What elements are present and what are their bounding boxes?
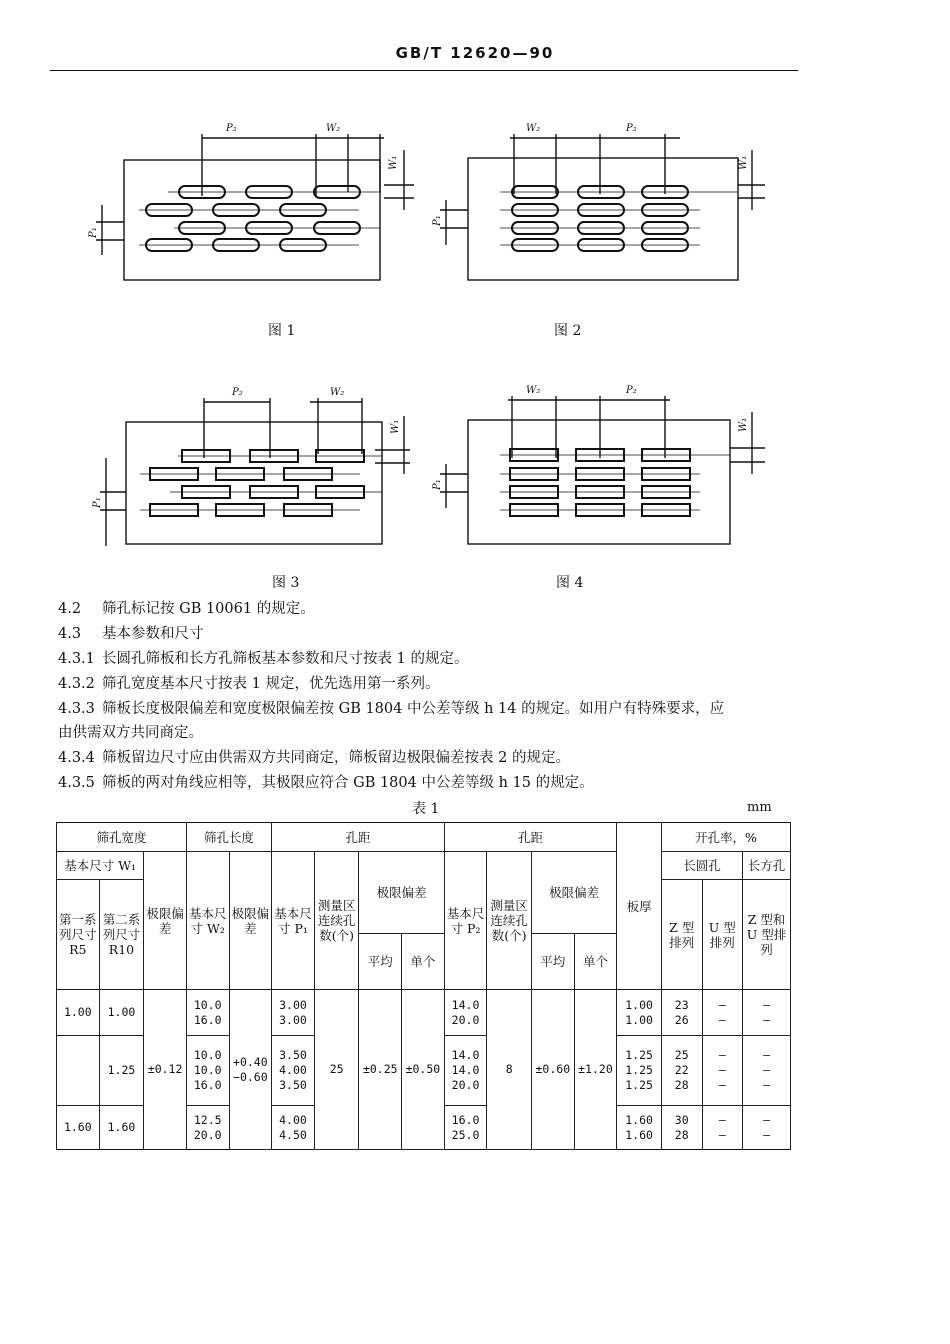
clause-4-3-1 (58, 647, 803, 671)
th-w-tol: 极限偏差 (144, 852, 187, 990)
cell-series1 (57, 1036, 100, 1106)
th-series2: 第二系列尺寸 R10 (99, 880, 144, 990)
clause-4-3-4 (58, 746, 803, 770)
cell-z: 25 22 28 (661, 1036, 702, 1106)
clause-num: 4.3.3 (58, 701, 95, 717)
cell-single1: ±0.50 (402, 990, 445, 1150)
cell-rect: — — — (743, 1036, 791, 1106)
fig1-p1-label: P₁ (88, 227, 99, 238)
cell-p2: 14.0 14.0 20.0 (444, 1036, 487, 1106)
th-avg1: 平均 (359, 934, 402, 990)
fig2-w2-label: W₂ (526, 123, 541, 134)
th-zu: Z 型和 U 型排列 (743, 880, 791, 990)
clause-text: 筛板长度极限偏差和宽度极限偏差按 GB 1804 中公差等级 h 14 的规定。如用户有特殊要求，应 (102, 701, 725, 717)
clause-text: 筛孔标记按 GB 10061 的规定。 (102, 601, 315, 617)
cell-avg1: ±0.25 (359, 990, 402, 1150)
cell-p1: 4.00 4.50 (272, 1106, 315, 1150)
th-single1: 单个 (402, 934, 445, 990)
th-base-w2: 基本尺寸 W₂ (186, 852, 229, 990)
figure-3-diagram (90, 378, 420, 558)
cell-u: — — (702, 990, 743, 1036)
fig2-p1-label: P₁ (432, 215, 443, 226)
clause-num: 4.3.1 (58, 651, 95, 667)
th-measure1: 测量区连续孔数(个) (314, 852, 359, 990)
cell-thickness: 1.00 1.00 (617, 990, 662, 1036)
th-l-tol: 极限偏差 (229, 852, 272, 990)
clause-4-3-2 (58, 672, 803, 696)
th-length-group: 筛孔长度 (186, 823, 271, 852)
fig4-p2-label: P₂ (626, 385, 637, 396)
fig3-w1-label: W₁ (390, 419, 401, 434)
fig1-p2-label: P₂ (226, 123, 237, 134)
cell-p1: 3.50 4.00 3.50 (272, 1036, 315, 1106)
th-avg2: 平均 (532, 934, 575, 990)
clause-text: 筛板的两对角线应相等，其极限应符合 GB 1804 中公差等级 h 15 的规定。 (102, 775, 594, 791)
th-p2-tol: 极限偏差 (532, 852, 617, 934)
fig2-p2-label: P₂ (626, 123, 637, 134)
cell-series2: 1.60 (99, 1106, 144, 1150)
th-pitch2-group: 孔距 (444, 823, 617, 852)
cell-avg2: ±0.60 (532, 990, 575, 1150)
clause-num: 4.3.2 (58, 676, 95, 692)
page-header: GB/T 12620—90 (395, 44, 555, 62)
cell-series1: 1.00 (57, 990, 100, 1036)
clause-4-3-3 (58, 697, 803, 721)
fig1-w1-label: W₁ (388, 155, 399, 170)
th-width-group: 筛孔宽度 (57, 823, 187, 852)
cell-p2: 14.0 20.0 (444, 990, 487, 1036)
th-base-p2: 基本尺寸 P₂ (444, 852, 487, 990)
fig4-w2-label: W₂ (526, 385, 541, 396)
table-row (57, 990, 791, 1036)
clause-num: 4.3.5 (58, 775, 95, 791)
figure-2-diagram (430, 110, 770, 290)
cell-w2: 12.5 20.0 (186, 1106, 229, 1150)
cell-single2: ±1.20 (574, 990, 617, 1150)
table-unit: mm (747, 800, 772, 815)
cell-l-tol: +0.40 −0.60 (229, 990, 272, 1150)
fig4-p1-label: P₁ (432, 479, 443, 490)
cell-z: 23 26 (661, 990, 702, 1036)
clause-num: 4.3.4 (58, 750, 95, 766)
cell-rect: — — (743, 1106, 791, 1150)
th-pitch1-group: 孔距 (272, 823, 445, 852)
clause-4-3-5 (58, 771, 803, 795)
clause-text: 基本参数和尺寸 (102, 626, 204, 642)
cell-w2: 10.0 16.0 (186, 990, 229, 1036)
figure-3-caption: 图 3 (272, 575, 300, 591)
cell-thickness: 1.25 1.25 1.25 (617, 1036, 662, 1106)
cell-rect: — — (743, 990, 791, 1036)
th-base-p1: 基本尺寸 P₁ (272, 852, 315, 990)
cell-measure1: 25 (314, 990, 359, 1150)
figure-2-caption: 图 2 (554, 323, 582, 339)
cell-p1: 3.00 3.00 (272, 990, 315, 1036)
th-u: U 型排列 (702, 880, 743, 990)
th-series1: 第一系列尺寸 R5 (57, 880, 100, 990)
figure-4-caption: 图 4 (556, 575, 584, 591)
parameter-table (56, 822, 791, 1150)
fig3-p2-label: P₂ (232, 387, 243, 398)
th-p1-tol: 极限偏差 (359, 852, 444, 934)
figure-1-caption: 图 1 (268, 323, 296, 339)
cell-u: — — (702, 1106, 743, 1150)
clause-text: 筛板留边尺寸应由供需双方共同商定，筛板留边极限偏差按表 2 的规定。 (102, 750, 570, 766)
fig3-w2-label: W₂ (330, 387, 345, 398)
th-thickness: 板厚 (617, 823, 662, 990)
figure-1-diagram (84, 110, 414, 290)
clause-4-2 (58, 597, 803, 621)
cell-w2: 10.0 10.0 16.0 (186, 1036, 229, 1106)
cell-z: 30 28 (661, 1106, 702, 1150)
cell-measure2: 8 (487, 990, 532, 1150)
fig4-w1-label: W₁ (738, 417, 749, 432)
clause-4-3-3-continued: 由供需双方共同商定。 (58, 725, 203, 741)
clause-text: 长圆孔筛板和长方孔筛板基本参数和尺寸按表 1 的规定。 (102, 651, 469, 667)
fig1-w2-label: W₂ (326, 123, 341, 134)
table-caption: 表 1 (412, 801, 440, 817)
clause-num: 4.3 (58, 626, 82, 642)
th-oblong: 长圆孔 (661, 852, 742, 880)
th-rect: 长方孔 (743, 852, 791, 880)
clause-text: 筛孔宽度基本尺寸按表 1 规定，优先选用第一系列。 (102, 676, 440, 692)
cell-p2: 16.0 25.0 (444, 1106, 487, 1150)
cell-series1: 1.60 (57, 1106, 100, 1150)
clause-num: 4.2 (58, 601, 82, 617)
fig3-p1-label: P₁ (92, 497, 103, 508)
cell-series2: 1.25 (99, 1036, 144, 1106)
figure-4-diagram (430, 378, 770, 558)
th-measure2: 测量区连续孔数(个) (487, 852, 532, 990)
cell-series2: 1.00 (99, 990, 144, 1036)
clause-4-3 (58, 622, 803, 646)
cell-u: — — — (702, 1036, 743, 1106)
fig2-w1-label: W₁ (738, 155, 749, 170)
th-base-w1: 基本尺寸 W₁ (57, 852, 144, 880)
th-open-rate: 开孔率，% (661, 823, 790, 852)
th-z: Z 型排列 (661, 880, 702, 990)
header-rule (50, 70, 798, 71)
th-single2: 单个 (574, 934, 617, 990)
cell-w-tol: ±0.12 (144, 990, 187, 1150)
cell-thickness: 1.60 1.60 (617, 1106, 662, 1150)
